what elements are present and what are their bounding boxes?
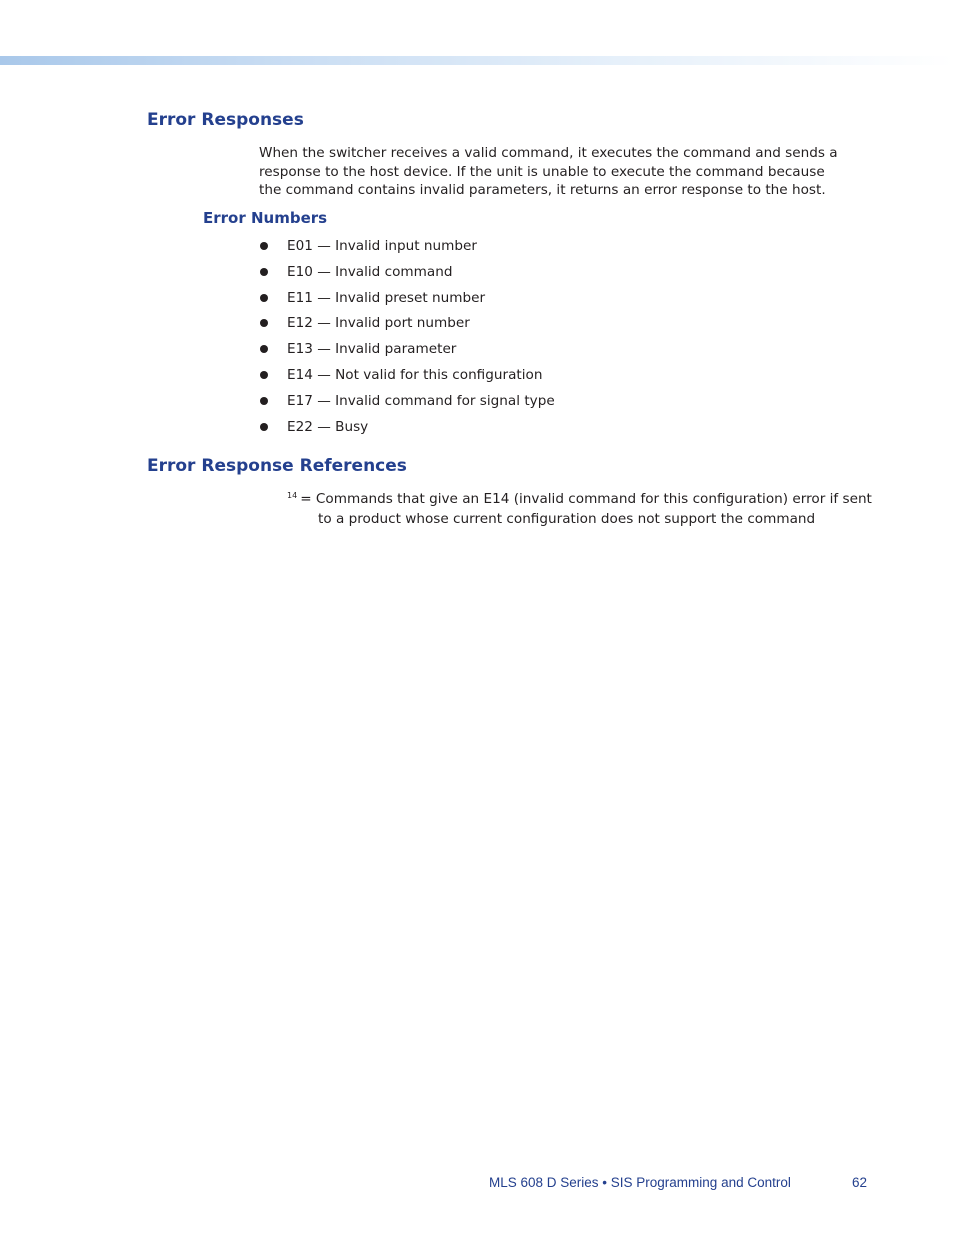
bullet-icon (260, 268, 268, 276)
error-number-text: E14 — Not valid for this configuration (287, 366, 543, 383)
heading-error-responses: Error Responses (147, 110, 304, 130)
error-number-text: E10 — Invalid command (287, 263, 453, 280)
error-number-text: E11 — Invalid preset number (287, 289, 486, 306)
footnote-line-1: = Commands that give an E14 (invalid command for this configuration) error if sent (300, 491, 872, 507)
error-responses-paragraph: When the switcher receives a valid command, it executes the command and sends a response to the host device. If the unit is unable to execute the command because the command contains invalid parameters, it returns an error response to the host. (259, 145, 838, 198)
footnote-marker: 14 (287, 491, 298, 500)
bullet-icon (260, 294, 268, 302)
footnote-line-2: to a product whose current configuration does not support the command (318, 510, 816, 527)
footer-title: MLS 608 D Series • SIS Programming and Control (489, 1175, 791, 1190)
error-number-text: E22 — Busy (287, 418, 369, 435)
heading-error-numbers: Error Numbers (203, 209, 328, 227)
bullet-icon (260, 371, 268, 379)
bullet-icon (260, 242, 268, 250)
bullet-icon (260, 423, 268, 431)
error-number-text: E01 — Invalid input number (287, 238, 477, 254)
error-number-text: E13 — Invalid parameter (287, 341, 457, 358)
header-gradient-bar (0, 56, 954, 65)
heading-error-response-references: Error Response References (147, 456, 407, 476)
bullet-icon (260, 397, 268, 405)
footnote (287, 486, 877, 529)
error-number-text: E12 — Invalid port number (287, 315, 470, 332)
bullet-icon (260, 345, 268, 353)
error-number-text: E17 — Invalid command for signal type (287, 392, 555, 409)
page-number: 62 (852, 1175, 868, 1190)
bullet-icon (260, 319, 268, 327)
